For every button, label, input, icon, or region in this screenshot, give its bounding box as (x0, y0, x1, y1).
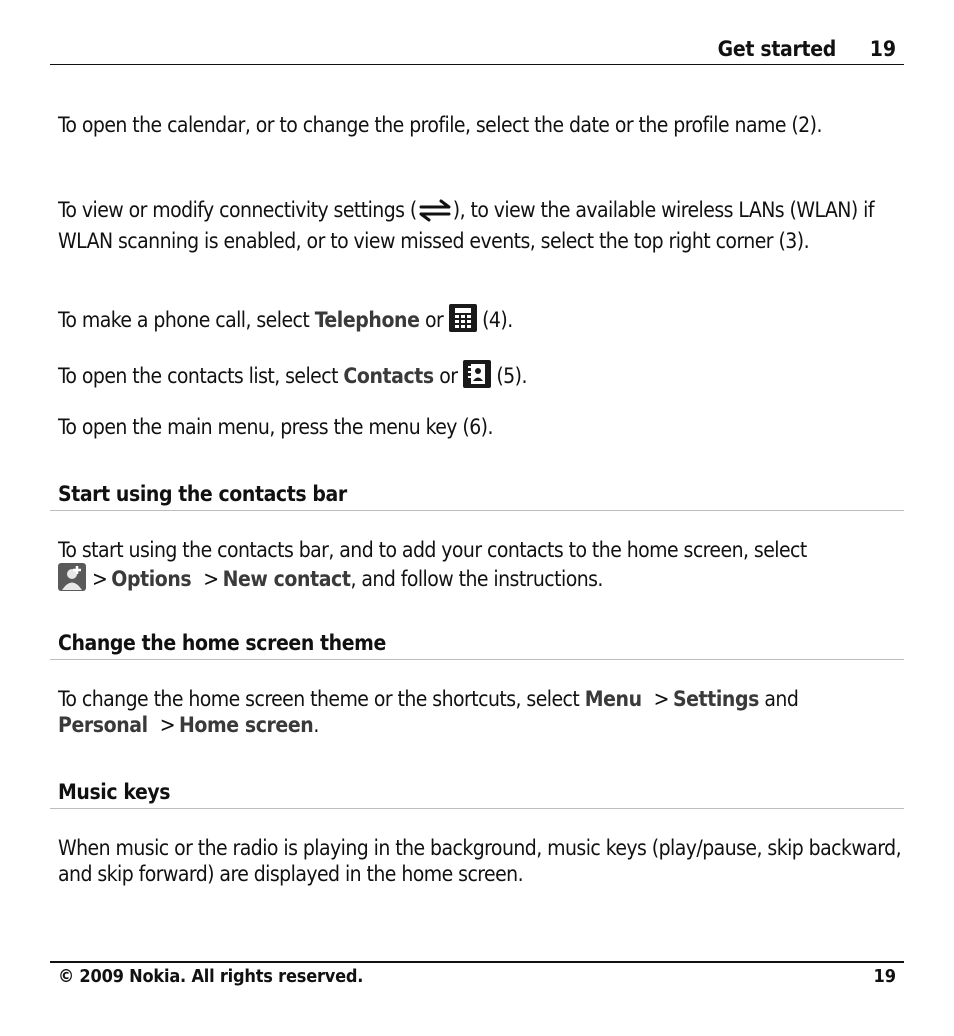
paragraph-text-before: To change the home screen theme or the shortcuts, select (58, 687, 585, 711)
footer-page-number: 19 (873, 966, 896, 987)
paragraph-open-calendar (58, 112, 903, 138)
page-header (50, 36, 904, 65)
paragraph-contacts-bar (58, 537, 903, 597)
paragraph-contacts-list (58, 360, 903, 394)
paragraph-phone-call (58, 304, 903, 338)
dialpad-icon (449, 304, 477, 338)
paragraph-text-after: (5). (490, 364, 527, 388)
header-page-number: 19 (869, 37, 896, 61)
add-contact-icon (58, 563, 86, 597)
options-label: Options (111, 567, 192, 591)
section-divider (50, 659, 904, 660)
connectivity-arrows-icon (417, 198, 453, 228)
settings-label: Settings (672, 687, 759, 711)
paragraph-text-after: ), to view the available wireless LANs (WLAN) if WLAN scanning is enabled, or to view missed events, select the top right corner (3). (58, 198, 874, 253)
home-screen-label: Home screen (178, 713, 314, 737)
separator-arrow: > (159, 713, 175, 737)
contacts-label: Contacts (343, 364, 434, 388)
header-section-title: Get started (717, 37, 836, 61)
paragraph-text: To open the main menu, press the menu key (6). (58, 415, 493, 439)
paragraph-home-screen-theme (58, 686, 903, 738)
heading-contacts-bar: Start using the contacts bar (58, 482, 347, 506)
paragraph-text: To open the calendar, or to change the profile, select the date or the profile name (2). (58, 113, 822, 137)
paragraph-main-menu (58, 414, 903, 440)
footer-copyright: © 2009 Nokia. All rights reserved. (58, 966, 364, 987)
footer-divider (50, 961, 904, 963)
separator-arrow: > (653, 687, 669, 711)
heading-home-screen-theme: Change the home screen theme (58, 631, 386, 655)
paragraph-text-before: To start using the contacts bar, and to add your contacts to the home screen, select (58, 538, 807, 562)
paragraph-text-before: To open the contacts list, select (58, 364, 344, 388)
paragraph-text-end: . (313, 713, 319, 737)
paragraph-text-before: To make a phone call, select (58, 308, 315, 332)
section-divider (50, 808, 904, 809)
new-contact-label: New contact (222, 567, 351, 591)
paragraph-text-after: (4). (476, 308, 513, 332)
paragraph-music-keys (58, 835, 903, 887)
contacts-book-icon (463, 360, 491, 394)
heading-music-keys: Music keys (58, 780, 171, 804)
paragraph-text-before: To view or modify connectivity settings ( (58, 198, 417, 222)
telephone-label: Telephone (314, 308, 420, 332)
paragraph-text-after: , and follow the instructions. (350, 567, 603, 591)
personal-label: Personal (58, 713, 148, 737)
paragraph-text-mid: or (419, 308, 449, 332)
paragraph-connectivity (58, 197, 903, 254)
separator-arrow: > (203, 567, 219, 591)
separator-arrow: > (92, 567, 108, 591)
section-divider (50, 510, 904, 511)
menu-label: Menu (584, 687, 642, 711)
paragraph-text: When music or the radio is playing in the background, music keys (play/pause, skip backward, and skip forward) are displayed in the home screen. (58, 836, 902, 886)
paragraph-text-and: and (758, 687, 799, 711)
paragraph-text-mid: or (433, 364, 463, 388)
